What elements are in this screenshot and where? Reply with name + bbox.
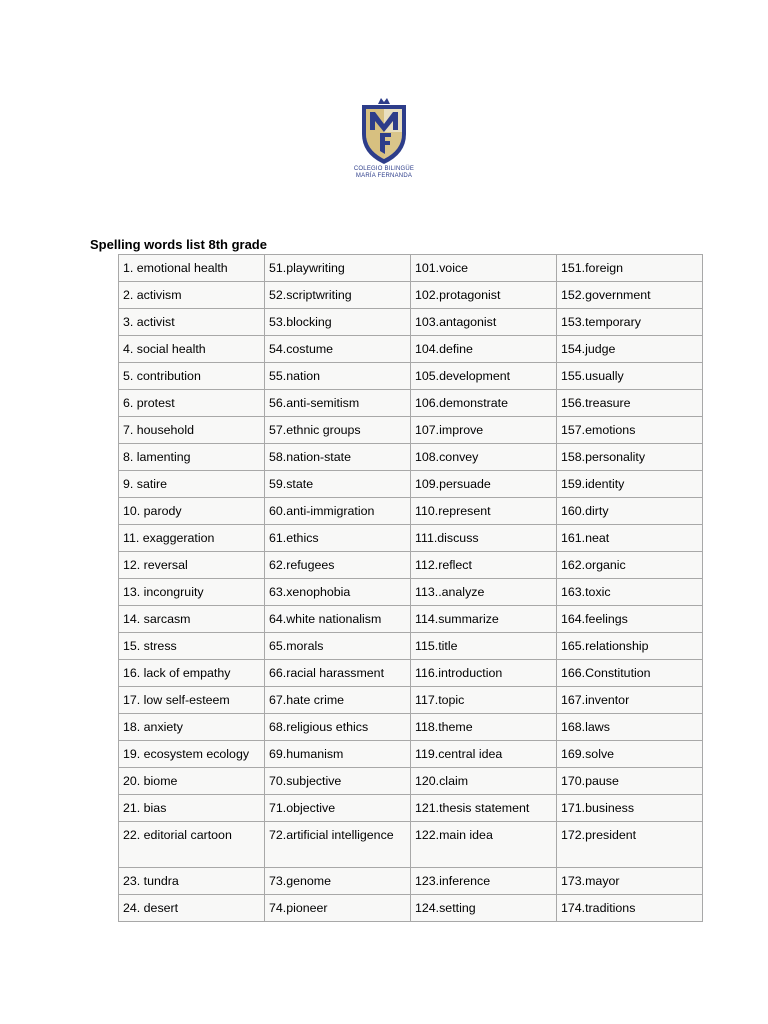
table-cell: 54.costume (265, 336, 411, 363)
table-row (119, 498, 703, 525)
table-cell: 103.antagonist (411, 309, 557, 336)
table-cell: 60.anti-immigration (265, 498, 411, 525)
table-cell: 62.refugees (265, 552, 411, 579)
table-cell: 52.scriptwriting (265, 282, 411, 309)
table-cell: 164.feelings (557, 606, 703, 633)
table-cell: 105.development (411, 363, 557, 390)
table-cell: 109.persuade (411, 471, 557, 498)
table-cell: 59.state (265, 471, 411, 498)
table-cell: 72.artificial intelligence (265, 822, 411, 868)
table-cell: 22. editorial cartoon (119, 822, 265, 868)
table-cell: 166.Constitution (557, 660, 703, 687)
table-row (119, 363, 703, 390)
table-cell: 57.ethnic groups (265, 417, 411, 444)
table-cell: 159.identity (557, 471, 703, 498)
table-cell: 61.ethics (265, 525, 411, 552)
table-cell: 160.dirty (557, 498, 703, 525)
table-cell: 116.introduction (411, 660, 557, 687)
table-cell: 154.judge (557, 336, 703, 363)
table-row (119, 444, 703, 471)
table-cell: 10. parody (119, 498, 265, 525)
table-cell: 24. desert (119, 895, 265, 922)
table-cell: 155.usually (557, 363, 703, 390)
table-cell: 19. ecosystem ecology (119, 741, 265, 768)
table-cell: 3. activist (119, 309, 265, 336)
school-logo (336, 96, 432, 180)
table-cell: 17. low self-esteem (119, 687, 265, 714)
table-cell: 8. lamenting (119, 444, 265, 471)
table-cell: 65.morals (265, 633, 411, 660)
table-cell: 4. social health (119, 336, 265, 363)
table-cell: 170.pause (557, 768, 703, 795)
table-cell: 117.topic (411, 687, 557, 714)
table-cell: 152.government (557, 282, 703, 309)
table-cell: 102.protagonist (411, 282, 557, 309)
logo-text-line1: COLEGIO BILINGÜE (353, 166, 415, 172)
table-cell: 13. incongruity (119, 579, 265, 606)
table-cell: 123.inference (411, 868, 557, 895)
table-row (119, 795, 703, 822)
table-cell: 6. protest (119, 390, 265, 417)
table-cell: 21. bias (119, 795, 265, 822)
table-row (119, 868, 703, 895)
table-cell: 162.organic (557, 552, 703, 579)
table-row (119, 606, 703, 633)
table-cell: 108.convey (411, 444, 557, 471)
table-cell: 9. satire (119, 471, 265, 498)
table-cell: 106.demonstrate (411, 390, 557, 417)
table-row (119, 282, 703, 309)
spelling-words-table (118, 254, 703, 922)
table-row (119, 336, 703, 363)
table-row (119, 822, 703, 868)
table-row (119, 525, 703, 552)
table-cell: 115.title (411, 633, 557, 660)
table-row (119, 471, 703, 498)
table-row (119, 660, 703, 687)
table-cell: 16. lack of empathy (119, 660, 265, 687)
table-cell: 11. exaggeration (119, 525, 265, 552)
table-cell: 110.represent (411, 498, 557, 525)
table-cell: 165.relationship (557, 633, 703, 660)
table-row (119, 768, 703, 795)
table-cell: 14. sarcasm (119, 606, 265, 633)
table-row (119, 390, 703, 417)
table-cell: 23. tundra (119, 868, 265, 895)
table-cell: 74.pioneer (265, 895, 411, 922)
page-title: Spelling words list 8th grade (90, 237, 267, 252)
table-cell: 70.subjective (265, 768, 411, 795)
table-cell: 124.setting (411, 895, 557, 922)
table-cell: 2. activism (119, 282, 265, 309)
table-cell: 64.white nationalism (265, 606, 411, 633)
table-cell: 56.anti-semitism (265, 390, 411, 417)
table-cell: 66.racial harassment (265, 660, 411, 687)
table-row (119, 714, 703, 741)
table-cell: 112.reflect (411, 552, 557, 579)
table-cell: 167.inventor (557, 687, 703, 714)
table-cell: 58.nation-state (265, 444, 411, 471)
table-cell: 151.foreign (557, 255, 703, 282)
table-cell: 63.xenophobia (265, 579, 411, 606)
table-cell: 68.religious ethics (265, 714, 411, 741)
table-cell: 169.solve (557, 741, 703, 768)
table-cell: 53.blocking (265, 309, 411, 336)
table-cell: 153.temporary (557, 309, 703, 336)
table-row (119, 633, 703, 660)
table-cell: 67.hate crime (265, 687, 411, 714)
table-cell: 5. contribution (119, 363, 265, 390)
table-cell: 51.playwriting (265, 255, 411, 282)
table-cell: 122.main idea (411, 822, 557, 868)
table-row (119, 741, 703, 768)
table-cell: 168.laws (557, 714, 703, 741)
table-cell: 158.personality (557, 444, 703, 471)
table-row (119, 579, 703, 606)
school-crest-icon (358, 96, 410, 166)
logo-text-line2: MARÍA FERNANDA (355, 173, 413, 179)
table-cell: 156.treasure (557, 390, 703, 417)
table-cell: 114.summarize (411, 606, 557, 633)
table-cell: 20. biome (119, 768, 265, 795)
table-cell: 173.mayor (557, 868, 703, 895)
table-cell: 18. anxiety (119, 714, 265, 741)
table-cell: 171.business (557, 795, 703, 822)
table-row (119, 895, 703, 922)
table-row (119, 417, 703, 444)
table-cell: 111.discuss (411, 525, 557, 552)
table-cell: 163.toxic (557, 579, 703, 606)
table-cell: 119.central idea (411, 741, 557, 768)
table-cell: 71.objective (265, 795, 411, 822)
table-row (119, 687, 703, 714)
table-cell: 12. reversal (119, 552, 265, 579)
table-cell: 55.nation (265, 363, 411, 390)
table-cell: 118.theme (411, 714, 557, 741)
table-row (119, 309, 703, 336)
table-cell: 121.thesis statement (411, 795, 557, 822)
table-cell: 7. household (119, 417, 265, 444)
table-cell: 104.define (411, 336, 557, 363)
table-cell: 1. emotional health (119, 255, 265, 282)
table-cell: 101.voice (411, 255, 557, 282)
table-cell: 161.neat (557, 525, 703, 552)
table-cell: 174.traditions (557, 895, 703, 922)
table-cell: 120.claim (411, 768, 557, 795)
table-cell: 69.humanism (265, 741, 411, 768)
table-cell: 107.improve (411, 417, 557, 444)
table-row (119, 552, 703, 579)
table-cell: 15. stress (119, 633, 265, 660)
table-cell: 172.president (557, 822, 703, 868)
table-cell: 73.genome (265, 868, 411, 895)
table-cell: 113..analyze (411, 579, 557, 606)
table-row (119, 255, 703, 282)
table-cell: 157.emotions (557, 417, 703, 444)
